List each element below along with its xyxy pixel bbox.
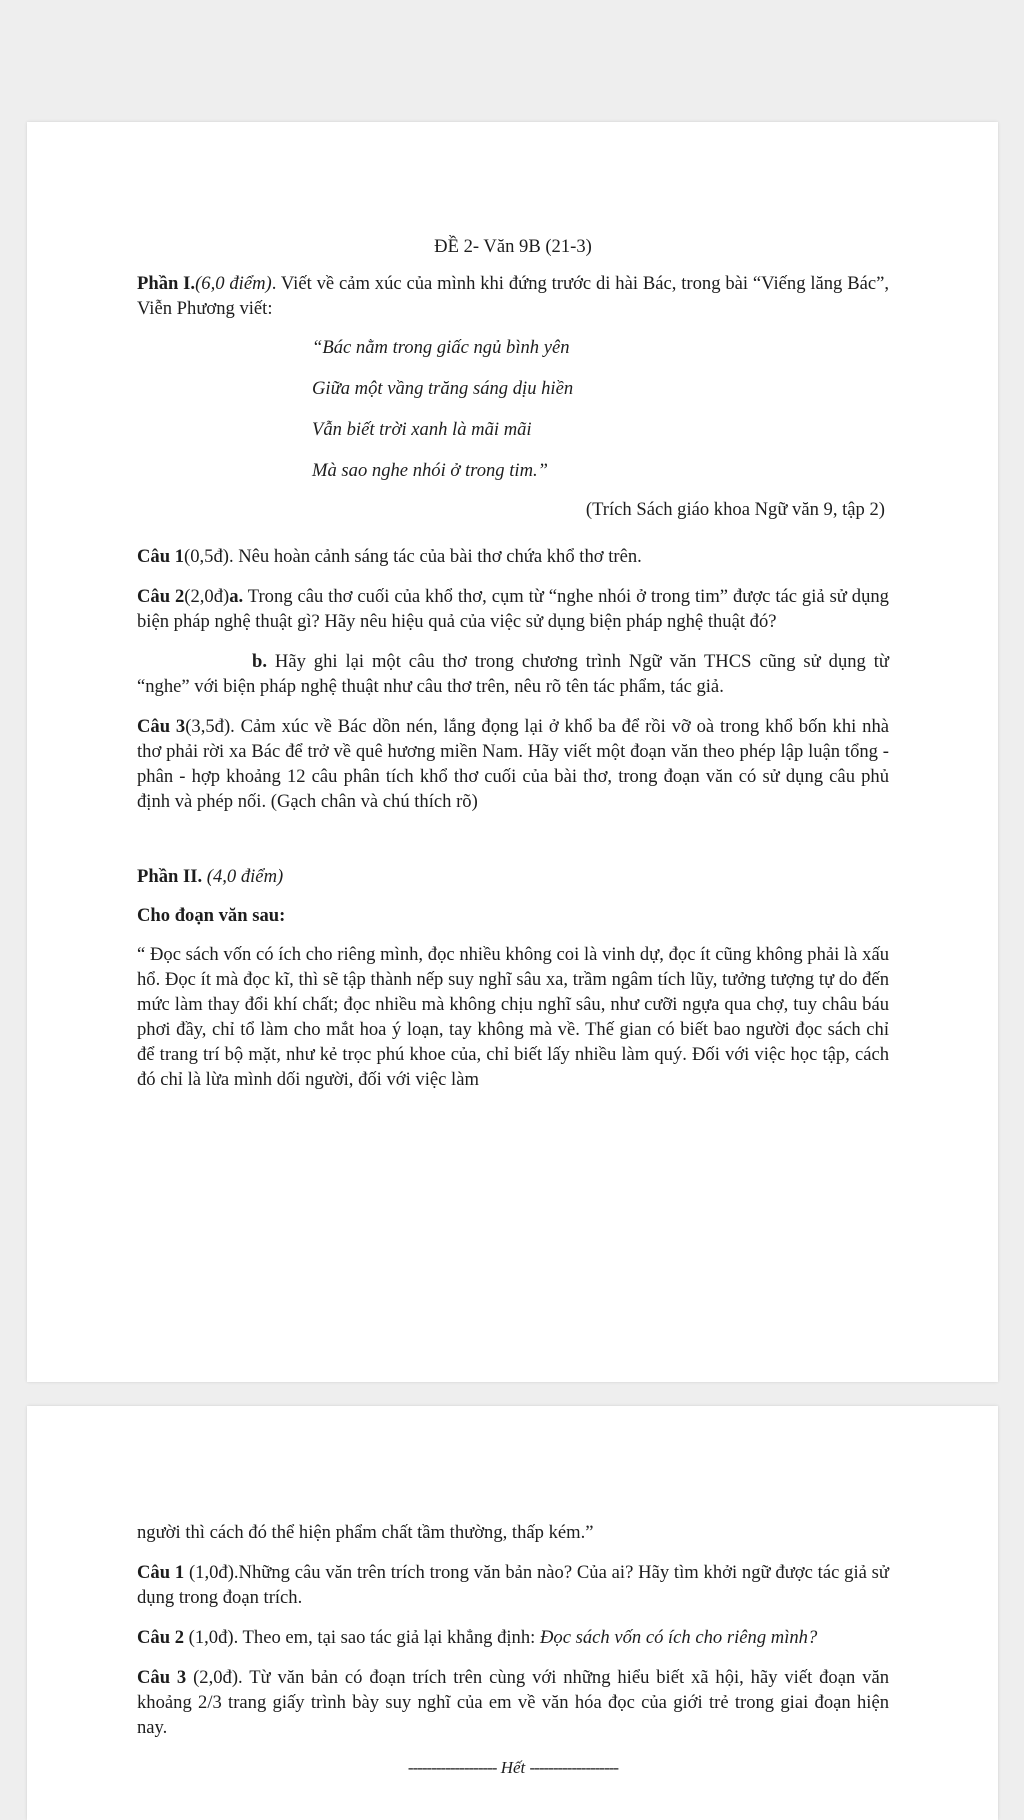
sub-question-label: a. — [229, 586, 244, 607]
question-label: Câu 1 — [137, 1562, 185, 1583]
part2-question-3 — [137, 1665, 889, 1740]
page-1 — [27, 122, 998, 1382]
end-marker — [137, 1755, 889, 1780]
question-quote: Đọc sách vốn có ích cho riêng mình — [539, 1627, 808, 1648]
poem — [312, 335, 889, 483]
given-passage-label: Cho đoạn văn sau: — [137, 905, 286, 926]
part1-intro-text: . Viết về cảm xúc của mình khi đứng trước di hài Bác, trong bài “Viếng lăng Bác”, Viễn Phương viết: — [137, 273, 890, 319]
passage-text-continued: người thì cách đó thể hiện phẩm chất tầm thường, thấp kém.” — [137, 1522, 594, 1543]
part1-question-1 — [137, 544, 889, 569]
page-2 — [27, 1406, 998, 1820]
question-text: (1,0đ). Theo em, tại sao tác giả lại khẳng định: — [184, 1627, 540, 1648]
part2-question-2 — [137, 1625, 889, 1650]
end-word: Hết — [500, 1758, 526, 1777]
poem-line: Mà sao nghe nhói ở trong tim.” — [312, 460, 548, 481]
end-dashes-right: ------------------- — [529, 1758, 619, 1777]
part1-label: Phần I. — [137, 273, 196, 294]
passage-text: “ Đọc sách vốn có ích cho riêng mình, đọc nhiều không coi là vinh dự, đọc ít cũng không phải là xấu hổ. Đọc ít mà đọc kĩ, thì sẽ tập thành nếp suy nghĩ sâu xa, trầm ngâm tích lũy, tưởng tượng tự do đến mức làm thay đổi khí chất; đọc nhiều mà không chịu nghĩ sâu, như cưỡi ngựa qua chợ, tuy châu báu phơi đầy, chỉ tổ làm cho mắt hoa ý loạn, tay không mà về. Thế gian có biết bao người đọc sách chỉ để trang trí bộ mặt, như kẻ trọc phú khoe của, chỉ biết lấy nhiều làm quý. Đối với việc học tập, cách đó chỉ là lừa mình dối người, đối với việc làm — [137, 944, 889, 1090]
question-end: ? — [807, 1627, 818, 1648]
exam-title: ĐỀ 2- Văn 9B (21-3) — [434, 236, 592, 257]
question-text: (1,0đ).Những câu văn trên trích trong văn bản nào? Của ai? Hãy tìm khởi ngữ được tác giả sử dụng trong đoạn trích. — [137, 1562, 889, 1608]
poem-line: Vẫn biết trời xanh là mãi mãi — [312, 419, 532, 440]
question-points: (2,0đ) — [184, 586, 230, 607]
part2-heading — [137, 864, 889, 889]
poem-line: “Bác nằm trong giấc ngủ bình yên — [312, 337, 570, 358]
poem-line: Giữa một vầng trăng sáng dịu hiền — [312, 378, 574, 399]
question-label: Câu 2 — [137, 586, 185, 607]
page-2-content — [137, 1520, 889, 1780]
question-text: Hãy ghi lại một câu thơ trong chương trình Ngữ văn THCS cũng sử dụng từ “nghe” với biện pháp nghệ thuật như câu thơ trên, nêu rõ tên tác phẩm, tác giả. — [137, 651, 889, 697]
question-label: Câu 3 — [137, 1667, 187, 1688]
part1-question-3 — [137, 714, 889, 814]
question-text: (2,0đ). Từ văn bản có đoạn trích trên cùng với những hiểu biết xã hội, hãy viết đoạn văn khoảng 2/3 trang giấy trình bày suy nghĩ của em về văn hóa đọc của giới trẻ trong giai đoạn hiện nay. — [137, 1667, 889, 1738]
question-text: (0,5đ). Nêu hoàn cảnh sáng tác của bài thơ chứa khổ thơ trên. — [184, 546, 642, 567]
sub-question-label: b. — [252, 651, 267, 672]
part1-points: (6,0 điểm) — [195, 273, 272, 294]
question-text: (3,5đ). Cảm xúc về Bác dồn nén, lắng đọng lại ở khổ ba để rồi vỡ oà trong khổ bốn khi nhà thơ phải rời xa Bác để trở về quê hương miền Nam. Hãy viết một đoạn văn theo phép lập luận tổng - phân - hợp khoảng 12 câu phân tích khổ thơ cuối của bài thơ, trong đoạn văn có sử dụng câu phủ định và phép nối. (Gạch chân và chú thích rõ) — [137, 716, 889, 812]
part1-question-2a — [137, 584, 889, 634]
part1-intro — [137, 271, 889, 321]
part2-question-1 — [137, 1560, 889, 1610]
question-text: Trong câu thơ cuối của khổ thơ, cụm từ “nghe nhói ở trong tim” được tác giả sử dụng biện pháp nghệ thuật gì? Hãy nêu hiệu quả của việc sử dụng biện pháp nghệ thuật đó? — [137, 586, 889, 632]
question-label: Câu 3 — [137, 716, 186, 737]
part1-question-2b — [137, 649, 889, 699]
page-1-content — [137, 234, 889, 1092]
question-label: Câu 1 — [137, 546, 185, 567]
poem-source: (Trích Sách giáo khoa Ngữ văn 9, tập 2) — [585, 499, 885, 520]
part2-points: (4,0 điểm) — [206, 866, 284, 887]
part2-label: Phần II. — [137, 866, 203, 887]
end-dashes-left: ------------------- — [407, 1758, 497, 1777]
question-label: Câu 2 — [137, 1627, 185, 1648]
